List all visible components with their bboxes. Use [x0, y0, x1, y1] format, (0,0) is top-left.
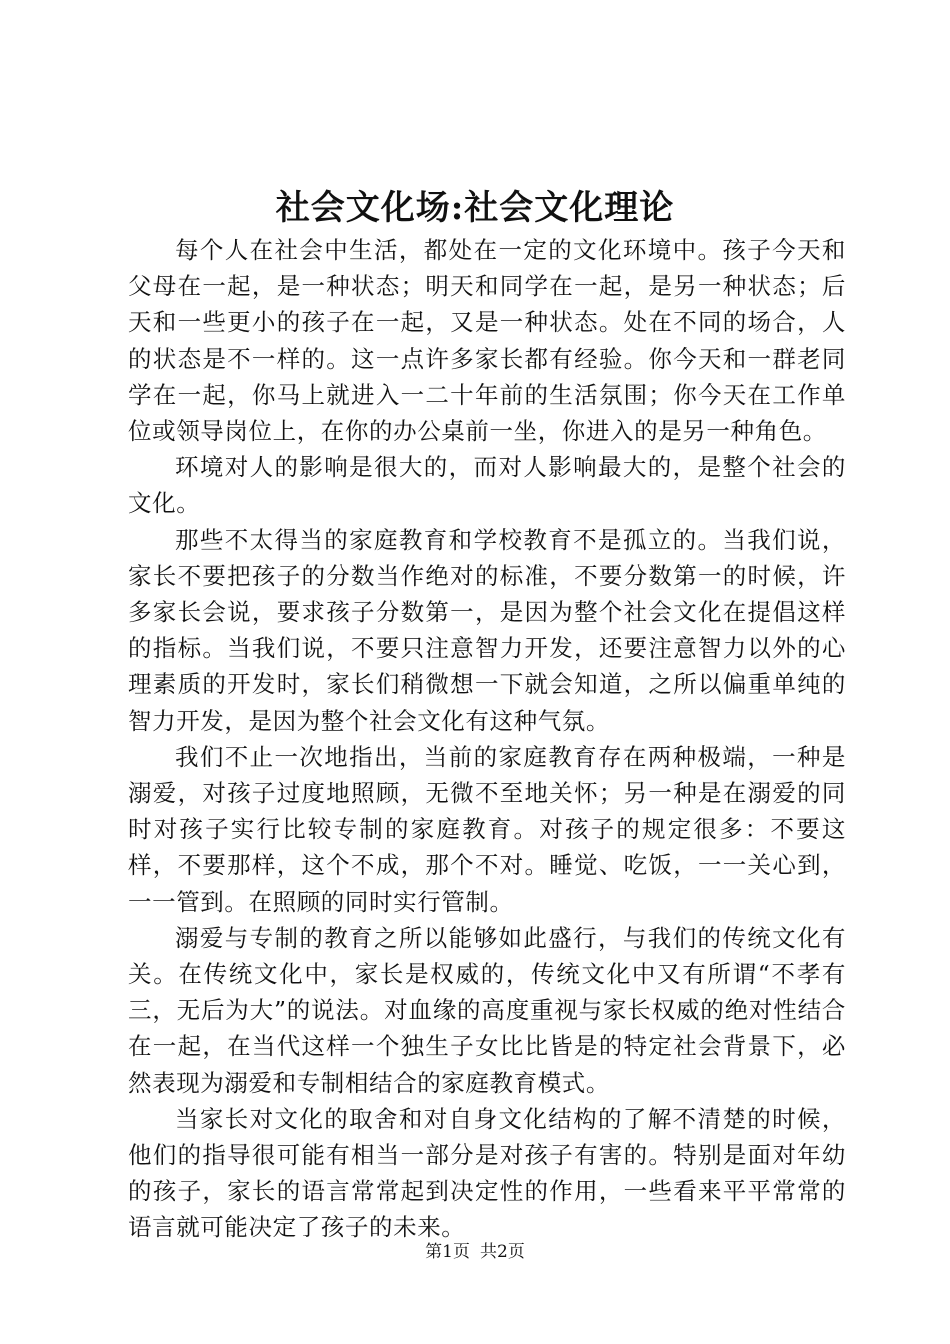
paragraph: 当家长对文化的取舍和对自身文化结构的了解不清楚的时候，他们的指导很可能有相当一部分是对孩子有害的。特别是面对年幼的孩子，家长的语言常常起到决定性的作用，一些看来平平常常的语言就可能决定了孩子的未来。 — [128, 1104, 846, 1242]
page-total: 共2页 — [480, 1242, 525, 1262]
page-number: 第1页 — [425, 1242, 470, 1262]
paragraph: 溺爱与专制的教育之所以能够如此盛行，与我们的传统文化有关。在传统文化中，家长是权威的，传统文化中又有所谓“不孝有三，无后为大”的说法。对血缘的高度重视与家长权威的绝对性结合在一起，在当代这样一个独生子女比比皆是的特定社会背景下，必然表现为溺爱和专制相结合的家庭教育模式。 — [128, 923, 846, 1097]
article-body — [128, 232, 846, 1246]
page-footer — [0, 1240, 950, 1264]
page-title: 社会文化场:社会文化理论 — [275, 188, 675, 228]
paragraph: 每个人在社会中生活，都处在一定的文化环境中。孩子今天和父母在一起，是一种状态；明天和同学在一起，是另一种状态；后天和一些更小的孩子在一起，又是一种状态。处在不同的场合，人的状态是不一样的。这一点许多家长都有经验。你今天和一群老同学在一起，你马上就进入一二十年前的生活氛围；你今天在工作单位或领导岗位上，在你的办公桌前一坐，你进入的是另一种角色。 — [128, 236, 846, 446]
paragraph: 环境对人的影响是很大的，而对人影响最大的，是整个社会的文化。 — [128, 453, 846, 518]
paragraph: 我们不止一次地指出，当前的家庭教育存在两种极端，一种是溺爱，对孩子过度地照顾，无微不至地关怀；另一种是在溺爱的同时对孩子实行比较专制的家庭教育。对孩子的规定很多：不要这样，不要那样，这个不成，那个不对。睡觉、吃饭，一一关心到，一一管到。在照顾的同时实行管制。 — [128, 742, 846, 916]
paragraph: 那些不太得当的家庭教育和学校教育不是孤立的。当我们说，家长不要把孩子的分数当作绝对的标准，不要分数第一的时候，许多家长会说，要求孩子分数第一，是因为整个社会文化在提倡这样的指标。当我们说，不要只注意智力开发，还要注意智力以外的心理素质的开发时，家长们稍微想一下就会知道，之所以偏重单纯的智力开发，是因为整个社会文化有这种气氛。 — [128, 525, 846, 735]
